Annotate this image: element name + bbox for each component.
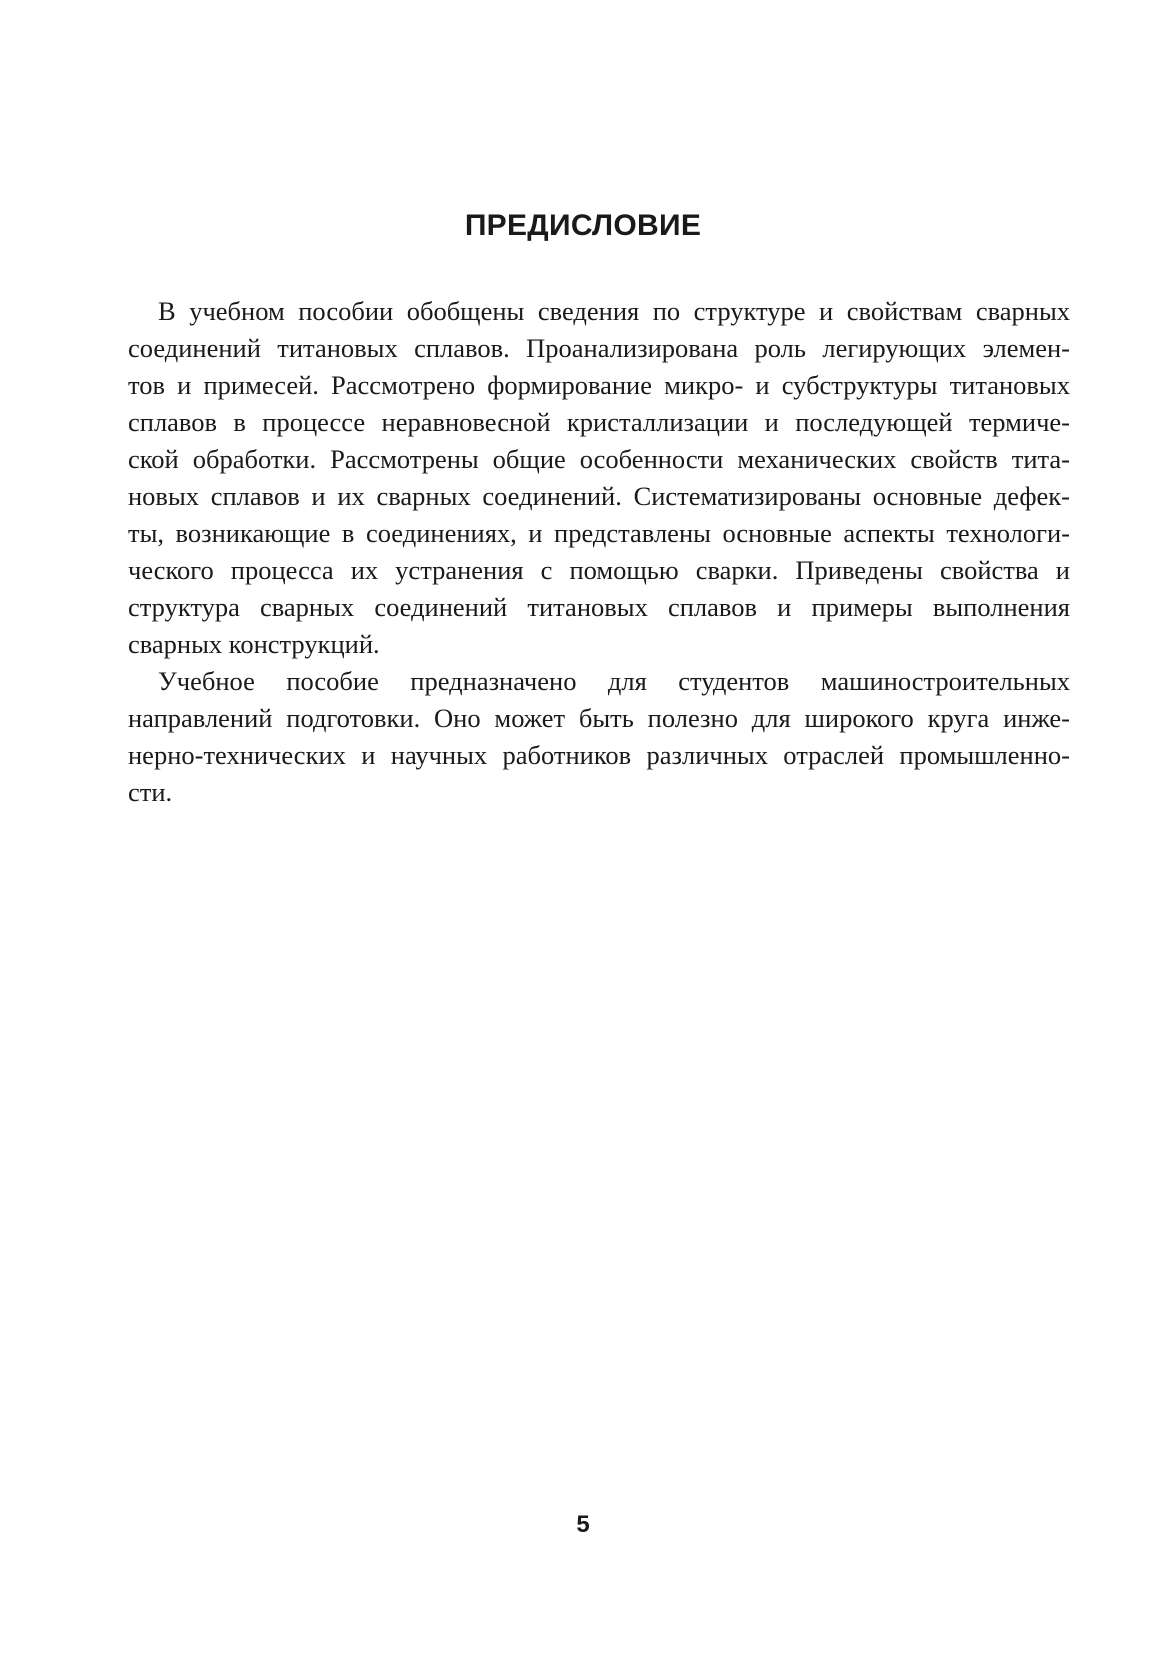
paragraph-line: сварных конструкций. bbox=[128, 629, 380, 659]
paragraph-line: сплавов в процессе неравновесной кристаллизации и последующей термиче- bbox=[128, 407, 1070, 437]
page-number: 5 bbox=[576, 1511, 590, 1538]
paragraph-line: сти. bbox=[128, 777, 173, 807]
paragraph-line: соединений титановых сплавов. Проанализирована роль легирующих элемен- bbox=[128, 333, 1070, 363]
paragraph-line: направлений подготовки. Оно может быть полезно для широкого круга инже- bbox=[128, 703, 1070, 733]
paragraph-line: структура сварных соединений титановых сплавов и примеры выполнения bbox=[128, 592, 1070, 622]
paragraph-line: новых сплавов и их сварных соединений. Систематизированы основные дефек- bbox=[128, 481, 1070, 511]
paragraph-line: тов и примесей. Рассмотрено формирование микро- и субструктуры титановых bbox=[128, 370, 1070, 400]
paragraph-1 bbox=[128, 293, 1070, 663]
paragraph-line: ты, возникающие в соединениях, и представлены основные аспекты технологи- bbox=[128, 518, 1070, 548]
paragraph-line: нерно-технических и научных работников различных отраслей промышленно- bbox=[128, 740, 1070, 770]
paragraph-2 bbox=[128, 663, 1070, 811]
paragraph-line: Учебное пособие предназначено для студентов машиностроительных bbox=[158, 666, 1070, 696]
paragraph-line: В учебном пособии обобщены сведения по структуре и свойствам сварных bbox=[158, 296, 1070, 326]
paragraph-line: ской обработки. Рассмотрены общие особенности механических свойств тита- bbox=[128, 444, 1070, 474]
page-title: ПРЕДИСЛОВИЕ bbox=[464, 209, 702, 242]
body-text bbox=[128, 293, 1070, 811]
paragraph-line: ческого процесса их устранения с помощью сварки. Приведены свойства и bbox=[128, 555, 1070, 585]
